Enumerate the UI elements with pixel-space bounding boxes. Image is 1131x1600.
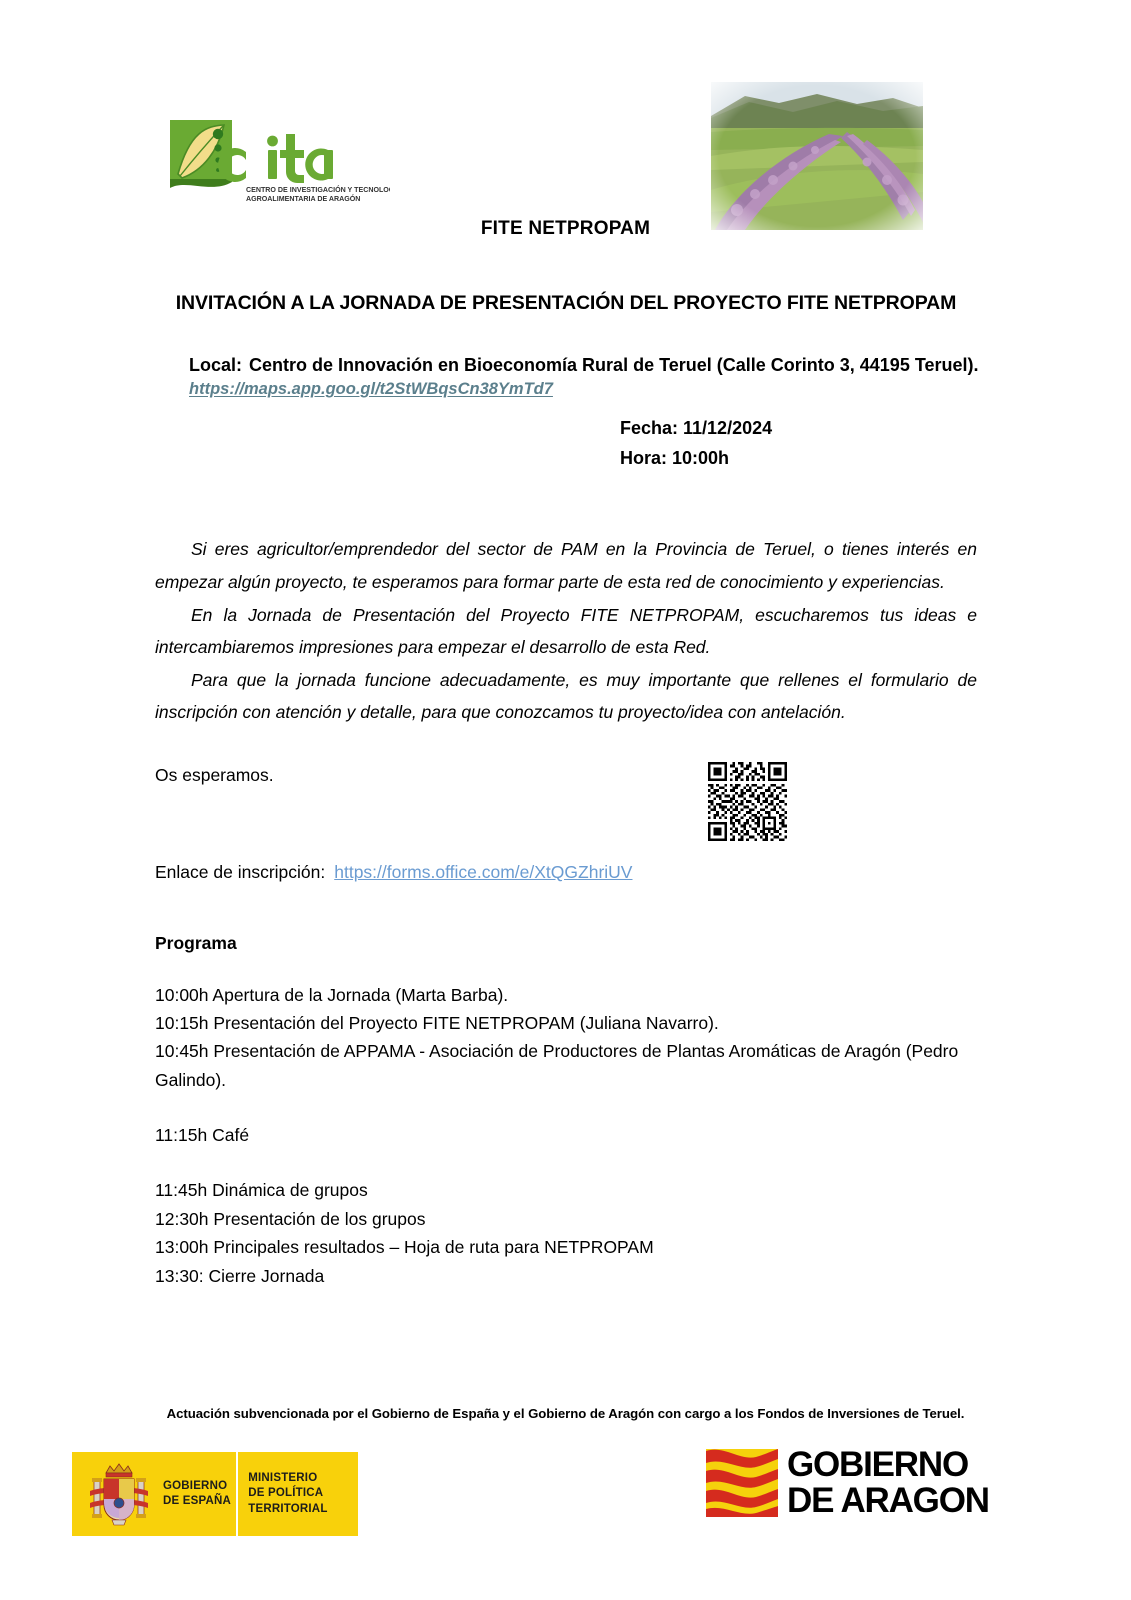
spain-label-line1: GOBIERNO [163, 1479, 228, 1492]
schedule-item: 10:00h Apertura de la Jornada (Marta Barba). [155, 984, 509, 1005]
event-date: Fecha: 11/12/2024 [620, 418, 773, 438]
cita-tagline-line2: AGROALIMENTARIA DE ARAGÓN [246, 195, 361, 203]
schedule-item: 11:15h Café [155, 1125, 250, 1146]
gobierno-de-aragon-logo [706, 1428, 1036, 1538]
aragon-flag-icon [706, 1449, 778, 1517]
schedule-item: 10:45h Presentación de APPAMA - Asociación de Productores de Plantas Aromáticas de Aragón (Pedro Galindo). [155, 1041, 959, 1090]
registration-form-link[interactable]: https://forms.office.com/e/XtQGZhriUV [334, 861, 633, 882]
aragon-label-line1: GOBIERNO [787, 1444, 968, 1484]
aragon-government-label [787, 1444, 989, 1520]
aromatic-plants-field-photo [697, 70, 937, 242]
document-subject: FITE NETPROPAM [480, 218, 651, 239]
schedule-item: 13:00h Principales resultados – Hoja de ruta para NETPROPAM [155, 1237, 654, 1258]
schedule-spacer [155, 1149, 977, 1176]
ministry-label-line1: MINISTERIO [248, 1472, 318, 1485]
field-photo-svg [697, 70, 937, 242]
gobierno-de-espana-logo [72, 1452, 358, 1536]
schedule-item: 13:30: Cierre Jornada [155, 1265, 325, 1286]
schedule-spacer [155, 954, 977, 981]
body-paragraph: Para que la jornada funcione adecuadamente, es muy importante que rellenes el formulario de inscripción con atención y detalle, para que conozcamos tu proyecto/idea con antelación. [155, 669, 977, 723]
registration-row [155, 862, 977, 883]
aragon-label-line2: DE ARAGON [787, 1481, 989, 1520]
ministry-label [248, 1471, 358, 1517]
maps-location-link[interactable]: https://maps.app.goo.gl/t2StWBqsCn38YmTd7 [189, 380, 553, 398]
schedule-spacer [155, 1094, 977, 1121]
closing-line: Os esperamos. [155, 764, 274, 785]
cita-logo [168, 116, 390, 206]
body-paragraph: En la Jornada de Presentación del Proyecto FITE NETPROPAM, escucharemos tus ideas e intercambiaremos impresiones para empezar el desarrollo de esta Red. [155, 604, 977, 658]
spain-label-line2: DE ESPAÑA [163, 1495, 232, 1507]
page-title: INVITACIÓN A LA JORNADA DE PRESENTACIÓN DEL PROYECTO FITE NETPROPAM [175, 292, 957, 314]
funding-note: Actuación subvencionada por el Gobierno de España y el Gobierno de Aragón con cargo a los Fondos de Inversiones de Teruel. [166, 1406, 965, 1421]
venue-value: Centro de Innovación en Bioeconomía Rural de Teruel (Calle Corinto 3, 44195 Teruel). [249, 355, 979, 375]
spain-government-label [163, 1479, 236, 1509]
schedule-item: 11:45h Dinámica de grupos [155, 1180, 368, 1201]
venue-line [189, 355, 977, 376]
logo-divider [236, 1452, 238, 1536]
cita-logo-svg [168, 116, 390, 206]
cita-tagline-line1: CENTRO DE INVESTIGACIÓN Y TECNOLOGÍA [246, 186, 390, 194]
registration-label: Enlace de inscripción: [155, 861, 326, 882]
programa-schedule [155, 954, 977, 1290]
schedule-item: 12:30h Presentación de los grupos [155, 1208, 426, 1229]
body-paragraphs [155, 533, 977, 728]
document-content [155, 292, 977, 1290]
body-paragraph: Si eres agricultor/emprendedor del sector de PAM en la Provincia de Teruel, o tienes interés en empezar algún proyecto, te esperamos para formar parte de esta red de conocimiento y experiencias. [155, 539, 977, 593]
venue-label: Local: [189, 355, 243, 375]
event-time: Hora: 10:00h [620, 448, 730, 469]
schedule-item: 10:15h Presentación del Proyecto FITE NETPROPAM (Juliana Navarro). [155, 1013, 719, 1034]
programa-heading: Programa [155, 932, 237, 953]
registration-qr-code[interactable] [708, 762, 787, 841]
event-when-block [620, 413, 977, 473]
qr-code-svg [708, 762, 787, 841]
ministry-label-line2: DE POLÍTICA TERRITORIAL [248, 1487, 328, 1515]
spain-coat-of-arms-icon [88, 1457, 150, 1531]
